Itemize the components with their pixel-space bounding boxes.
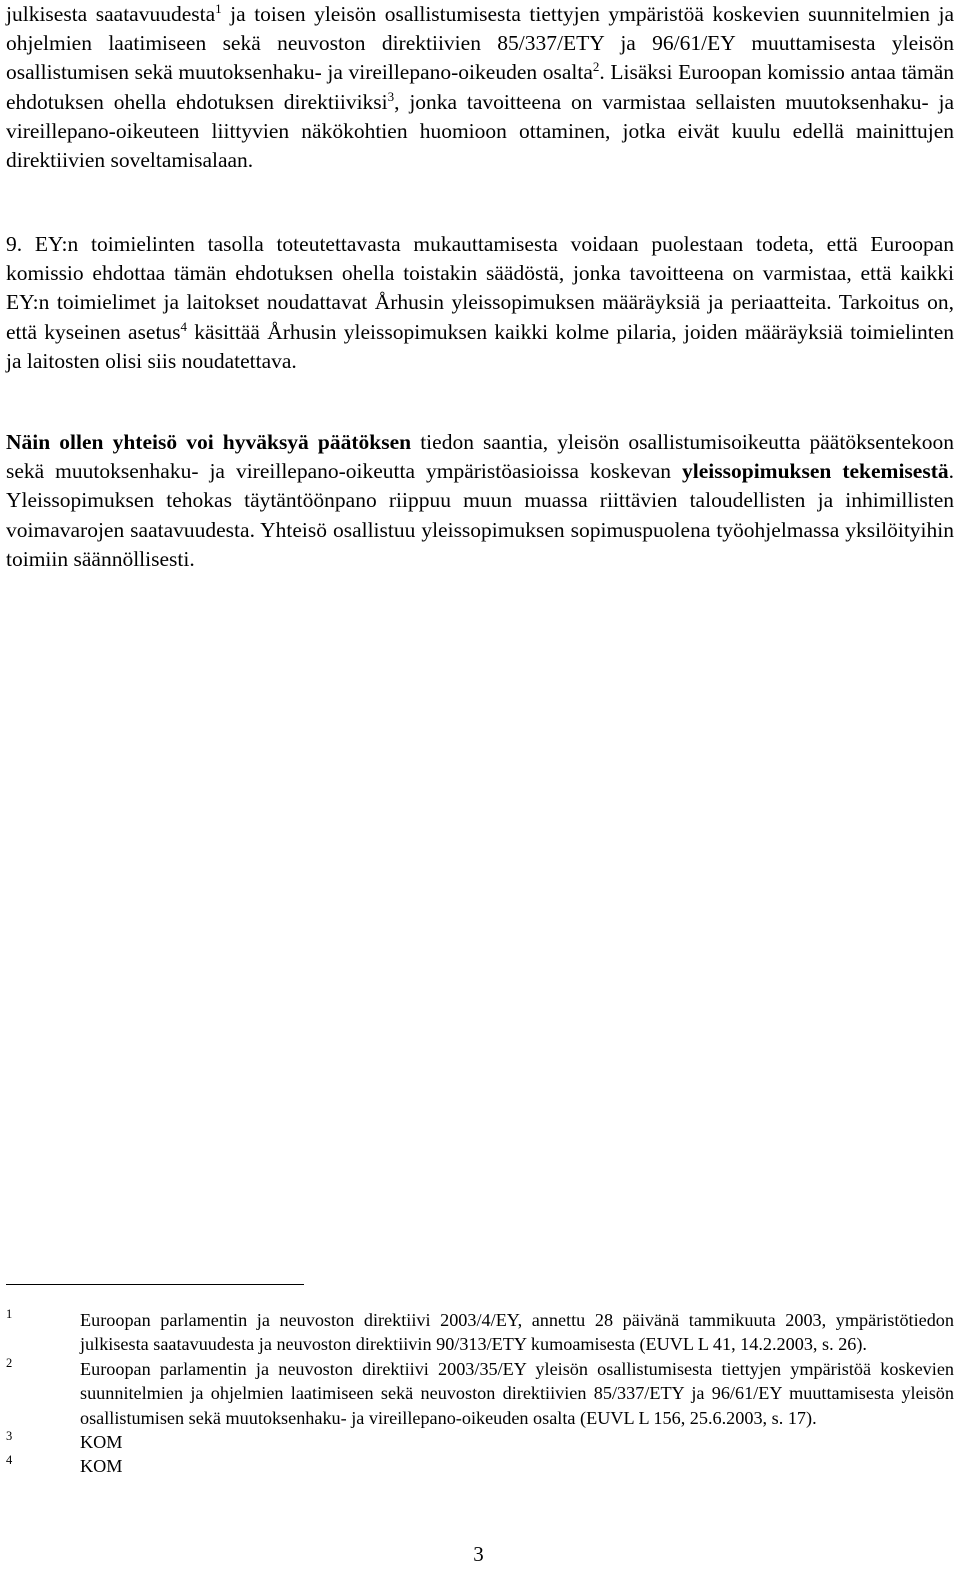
p3-bold-1: Näin ollen yhteisö voi hyväksyä päätöksen xyxy=(6,430,412,454)
p1-text-1: julkisesta saatavuudesta xyxy=(6,2,216,26)
p3-text-1: tiedon saantia, yleisön osallistumisoikeutta päätöksentekoon sekä muutoksenhaku- ja vireillepano-oikeutta ympäristöasioissa koskevan xyxy=(6,430,954,484)
p1-text-2: ja toisen yleisön osallistumisesta tiettyjen ympäristöä koskevien suunnitelmien ja ohjelmien laatimiseen sekä neuvoston direktiivien 85/337/ETY ja 96/61/EY muuttamisesta yleisön osallistumisen sekä muutoksenhaku- ja vireillepano-oikeuden osalta xyxy=(6,2,955,85)
p1-text-4: , jonka tavoitteena on varmistaa sellaisten muutoksenhaku- ja vireillepano-oikeuteen liittyvien näkökohtien huomioon ottaminen, jotka eivät kuulu edellä mainittujen direktiivien soveltamisalaan. xyxy=(6,89,954,173)
paragraph-1 xyxy=(6,0,954,175)
footnote-text: KOM xyxy=(80,1432,123,1453)
footnote-number: 3 xyxy=(6,1429,13,1444)
p3-text-2: . Yleissopimuksen tehokas täytäntöönpano riippuu muun muassa riittävien taloudellisten ja inhimillisten voimavarojen saatavuudesta. Yhteisö osallistuu yleissopimuksen sopimuspuolena työohjelmassa yksilöityihin toimiin säännöllisesti. xyxy=(6,459,954,571)
footnote-text: Euroopan parlamentin ja neuvoston direktiivi 2003/35/EY yleisön osallistumisesta tiettyjen ympäristöä koskevien suunnitelmien ja ohjelmien laatimiseen sekä neuvoston direktiivien 85/337/ETY ja 96/61/EY muuttamisesta yleisön osallistumisen sekä muutoksenhaku- ja vireillepano-oikeuden osalta (EUVL L 156, 25.6.2003, s. 17). xyxy=(80,1358,954,1428)
footnote-ref-1[interactable]: 1 xyxy=(215,1,222,16)
p2-text-1: 9. EY:n toimielinten tasolla toteutettavasta mukauttamisesta voidaan puolestaan todeta, että Euroopan komissio ehdottaa tämän ehdotuksen ohella toistakin säädöstä, jonka tavoitteena on varmistaa, että kaikki EY:n toimielimet ja laitokset noudattavat Århusin yleissopimuksen määräyksiä ja periaatteita. Tarkoitus on, että kyseinen asetus xyxy=(6,232,954,344)
footnote-1 xyxy=(6,1308,954,1357)
footnote-separator xyxy=(6,1284,304,1285)
footnote-text: KOM xyxy=(80,1456,123,1477)
page-number xyxy=(0,1542,960,1567)
p1-text-3: . Lisäksi Euroopan komissio antaa tämän ehdotuksen ohella ehdotuksen direktiiviksi xyxy=(6,60,954,114)
footnote-4 xyxy=(6,1454,954,1478)
footnote-number: 4 xyxy=(6,1453,13,1468)
paragraph-conclusion xyxy=(6,428,954,574)
p3-bold-2: yleissopimuksen tekemisestä xyxy=(682,459,949,484)
p2-text-2: käsittää Århusin yleissopimuksen kaikki kolme pilaria, joiden määräyksiä toimielinten ja laitosten olisi siis noudatettava. xyxy=(6,319,954,373)
footnote-ref-3[interactable]: 3 xyxy=(387,88,395,104)
footnote-3 xyxy=(6,1430,954,1454)
paragraph-9 xyxy=(6,230,954,376)
page-number-value: 3 xyxy=(473,1542,484,1566)
footnote-text: Euroopan parlamentin ja neuvoston direktiivi 2003/4/EY, annettu 28 päivänä tammikuuta 2003, ympäristötiedon julkisesta saatavuudesta ja neuvoston direktiivin 90/313/ETY kumoamisesta (EUVL L 41, 14.2.2003, s. 26). xyxy=(80,1310,954,1355)
footnote-ref-2[interactable]: 2 xyxy=(592,59,600,75)
footnote-ref-4[interactable]: 4 xyxy=(180,318,188,334)
footnotes xyxy=(6,1308,954,1479)
footnote-2 xyxy=(6,1357,954,1430)
footnote-number: 2 xyxy=(6,1355,13,1370)
footnote-number: 1 xyxy=(6,1307,13,1321)
